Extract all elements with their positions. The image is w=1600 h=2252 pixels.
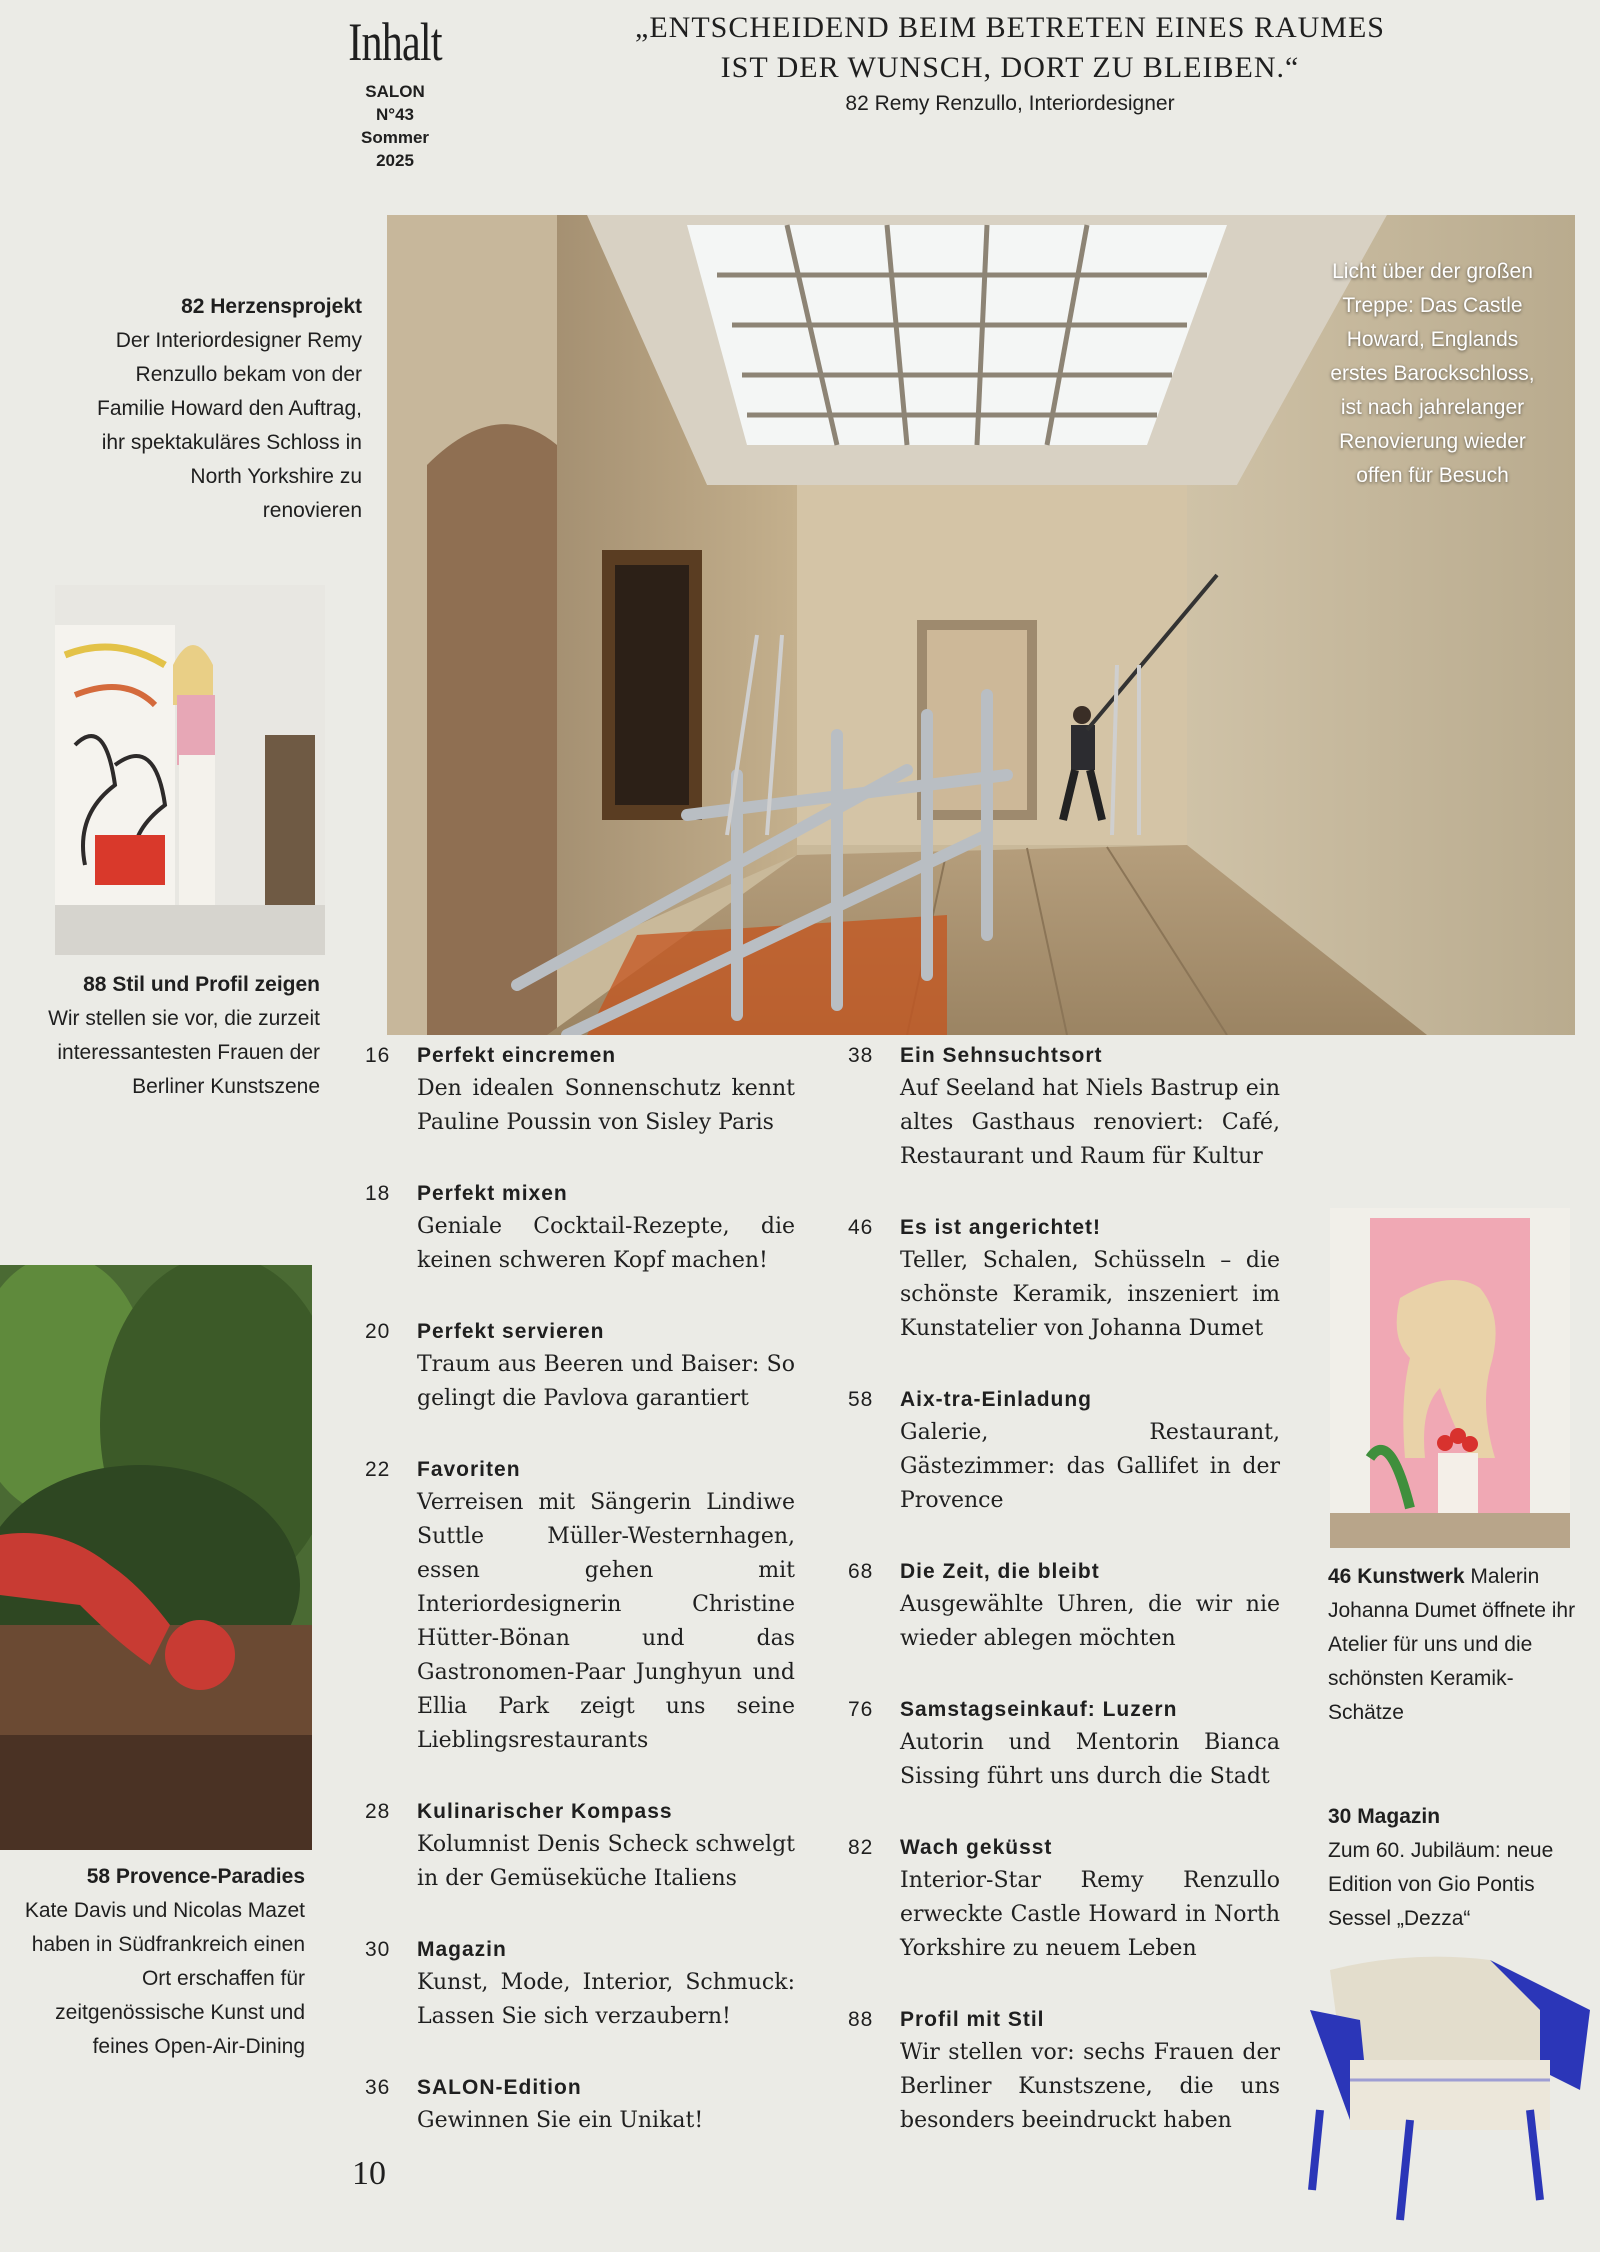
- caption-text: Zum 60. Jubiläum: neue Edition von Gio Pontis Sessel „Dezza“: [1328, 1839, 1554, 1930]
- toc-entry-description: Kunst, Mode, Interior, Schmuck: Lassen Sie sich verzaubern!: [417, 1970, 795, 2029]
- toc-entry-description: Ausgewählte Uhren, die wir nie wieder ablegen möchten: [900, 1592, 1280, 1651]
- caption-text: Malerin Johanna Dumet öffnete ihr Atelier für uns und die schönsten Keramik-Schätze: [1328, 1565, 1576, 1724]
- toc-column-right: [848, 1040, 1280, 2138]
- toc-page-number: 68: [848, 1560, 874, 1583]
- toc-page-number: 38: [848, 1044, 874, 1067]
- toc-page-number: 76: [848, 1698, 874, 1721]
- toc-page-number: 20: [365, 1320, 391, 1343]
- toc-entry-description: Autorin und Mentorin Bianca Sissing führt uns durch die Stadt: [900, 1730, 1280, 1789]
- toc-entry-description: Galerie, Restaurant, Gästezimmer: das Gallifet in der Provence: [900, 1420, 1280, 1513]
- issue-number: N°43: [376, 105, 414, 124]
- toc-entry-description: Interior-Star Remy Renzullo erweckte Castle Howard in North Yorkshire zu neuem Leben: [900, 1868, 1280, 1961]
- toc-page-number: 18: [365, 1182, 391, 1205]
- toc-entry[interactable]: [365, 1454, 795, 1758]
- pull-quote-line-2: IST DER WUNSCH, DORT ZU BLEIBEN.“: [720, 51, 1300, 84]
- toc-entry-title: Perfekt eincremen: [417, 1044, 617, 1067]
- toc-entry[interactable]: [365, 2072, 795, 2138]
- toc-entry-title: Wach geküsst: [900, 1836, 1053, 1859]
- toc-entry-description: Geniale Cocktail-Rezepte, die keinen schweren Kopf machen!: [417, 1214, 795, 1273]
- toc-entry-description: Gewinnen Sie ein Unikat!: [417, 2108, 704, 2133]
- toc-page-number: 46: [848, 1216, 874, 1239]
- toc-entry-title: Profil mit Stil: [900, 2008, 1045, 2031]
- caption-title: 46 Kunstwerk: [1328, 1565, 1465, 1588]
- toc-entry[interactable]: [848, 2004, 1280, 2138]
- toc-entry-title: Es ist angerichtet!: [900, 1216, 1102, 1239]
- toc-column-left: [365, 1040, 795, 2138]
- issue-season: Sommer: [360, 128, 430, 147]
- magazine-section-title: Inhalt: [348, 12, 442, 72]
- page-number: 10: [352, 2155, 386, 2192]
- caption-text: Wir stellen sie vor, die zurzeit interessantesten Frauen der Berliner Kunstszene: [48, 1007, 320, 1098]
- toc-entry-description: Kolumnist Denis Scheck schwelgt in der Gemüseküche Italiens: [417, 1832, 795, 1891]
- caption-provence: [10, 1860, 305, 2064]
- caption-kunstwerk: [1328, 1560, 1583, 1730]
- toc-entry-description: Auf Seeland hat Niels Bastrup ein altes Gasthaus renoviert: Café, Restaurant und Raum für Kultur: [900, 1076, 1280, 1169]
- toc-page-number: 58: [848, 1388, 874, 1411]
- toc-entry-title: Perfekt servieren: [417, 1320, 605, 1343]
- toc-page-number: 28: [365, 1800, 391, 1823]
- toc-entry[interactable]: [848, 1556, 1280, 1656]
- toc-page-number: 82: [848, 1836, 874, 1859]
- toc-page-number: 88: [848, 2008, 874, 2031]
- toc-entry[interactable]: [848, 1384, 1280, 1518]
- photo-kunstwerk-atelier: [1330, 1208, 1570, 1548]
- caption-stil-profil: [30, 968, 320, 1104]
- toc-page-number: 22: [365, 1458, 391, 1481]
- toc-entry[interactable]: [365, 1040, 795, 1140]
- toc-entry[interactable]: [848, 1040, 1280, 1174]
- caption-title: 58 Provence-Paradies: [86, 1865, 305, 1888]
- toc-entry[interactable]: [848, 1212, 1280, 1346]
- toc-entry[interactable]: [365, 1178, 795, 1278]
- toc-entry-description: Verreisen mit Sängerin Lindiwe Suttle Müller-Westernhagen, essen gehen mit Interiordesignerin Christine Hütter-Bönan und das Gastronomen-Paar Junghyun und Ellia Park zeigt uns seine Lieblingsrestaurants: [417, 1490, 795, 1753]
- toc-entry-title: Aix-tra-Einladung: [900, 1388, 1093, 1411]
- photo-dezza-armchair: [1290, 1950, 1600, 2230]
- toc-entry-title: Die Zeit, die bleibt: [900, 1560, 1100, 1583]
- toc-entry-title: SALON-Edition: [417, 2076, 582, 2099]
- toc-page-number: 16: [365, 1044, 391, 1067]
- toc-entry[interactable]: [365, 1316, 795, 1416]
- toc-entry[interactable]: [365, 1796, 795, 1896]
- caption-text: Kate Davis und Nicolas Mazet haben in Südfrankreich einen Ort erschaffen für zeitgenössische Kunst und feines Open-Air-Dining: [24, 1899, 305, 2058]
- toc-entry-title: Magazin: [417, 1938, 507, 1961]
- toc-page-number: 36: [365, 2076, 391, 2099]
- toc-entry[interactable]: [848, 1694, 1280, 1794]
- toc-entry-title: Kulinarischer Kompass: [417, 1800, 673, 1823]
- quote-attribution: 82 Remy Renzullo, Interiordesigner: [845, 92, 1175, 115]
- toc-entry-description: Teller, Schalen, Schüsseln – die schönste Keramik, inszeniert im Kunstatelier von Johanna Dumet: [900, 1248, 1280, 1341]
- photo-provence-garden: [0, 1265, 312, 1850]
- toc-entry-description: Den idealen Sonnenschutz kennt Pauline Poussin von Sisley Paris: [417, 1076, 795, 1135]
- photo-artist-studio: [55, 585, 325, 955]
- caption-herzensprojekt: [90, 290, 362, 528]
- toc-entry[interactable]: [365, 1934, 795, 2034]
- toc-entry-title: Favoriten: [417, 1458, 521, 1481]
- caption-magazin: [1328, 1800, 1583, 1936]
- toc-entry-title: Perfekt mixen: [417, 1182, 568, 1205]
- hero-photo-caption: Licht über der großen Treppe: Das Castle Howard, Englands erstes Barockschloss, ist nach jahrelanger Renovierung wieder offen für Besuch: [1330, 260, 1535, 487]
- issue-info: [330, 80, 460, 172]
- toc-entry-title: Samstagseinkauf: Luzern: [900, 1698, 1178, 1721]
- toc-entry-description: Wir stellen vor: sechs Frauen der Berliner Kunstszene, die uns besonders beeindruckt haben: [900, 2040, 1280, 2133]
- caption-title: 82 Herzensprojekt: [181, 295, 362, 318]
- toc-page-number: 30: [365, 1938, 391, 1961]
- toc-entry[interactable]: [848, 1832, 1280, 1966]
- pull-quote-line-1: „ENTSCHEIDEND BEIM BETRETEN EINES RAUMES: [635, 11, 1385, 44]
- issue-brand: SALON: [365, 82, 425, 101]
- toc-entry-title: Ein Sehnsuchtsort: [900, 1044, 1103, 1067]
- caption-title: 88 Stil und Profil zeigen: [83, 973, 320, 996]
- pull-quote: [620, 8, 1400, 88]
- toc-entry-description: Traum aus Beeren und Baiser: So gelingt die Pavlova garantiert: [417, 1352, 795, 1411]
- caption-text: Der Interiordesigner Remy Renzullo bekam von der Familie Howard den Auftrag, ihr spektakuläres Schloss in North Yorkshire zu renovieren: [97, 329, 362, 522]
- caption-title: 30 Magazin: [1328, 1805, 1441, 1828]
- issue-year: 2025: [376, 151, 414, 170]
